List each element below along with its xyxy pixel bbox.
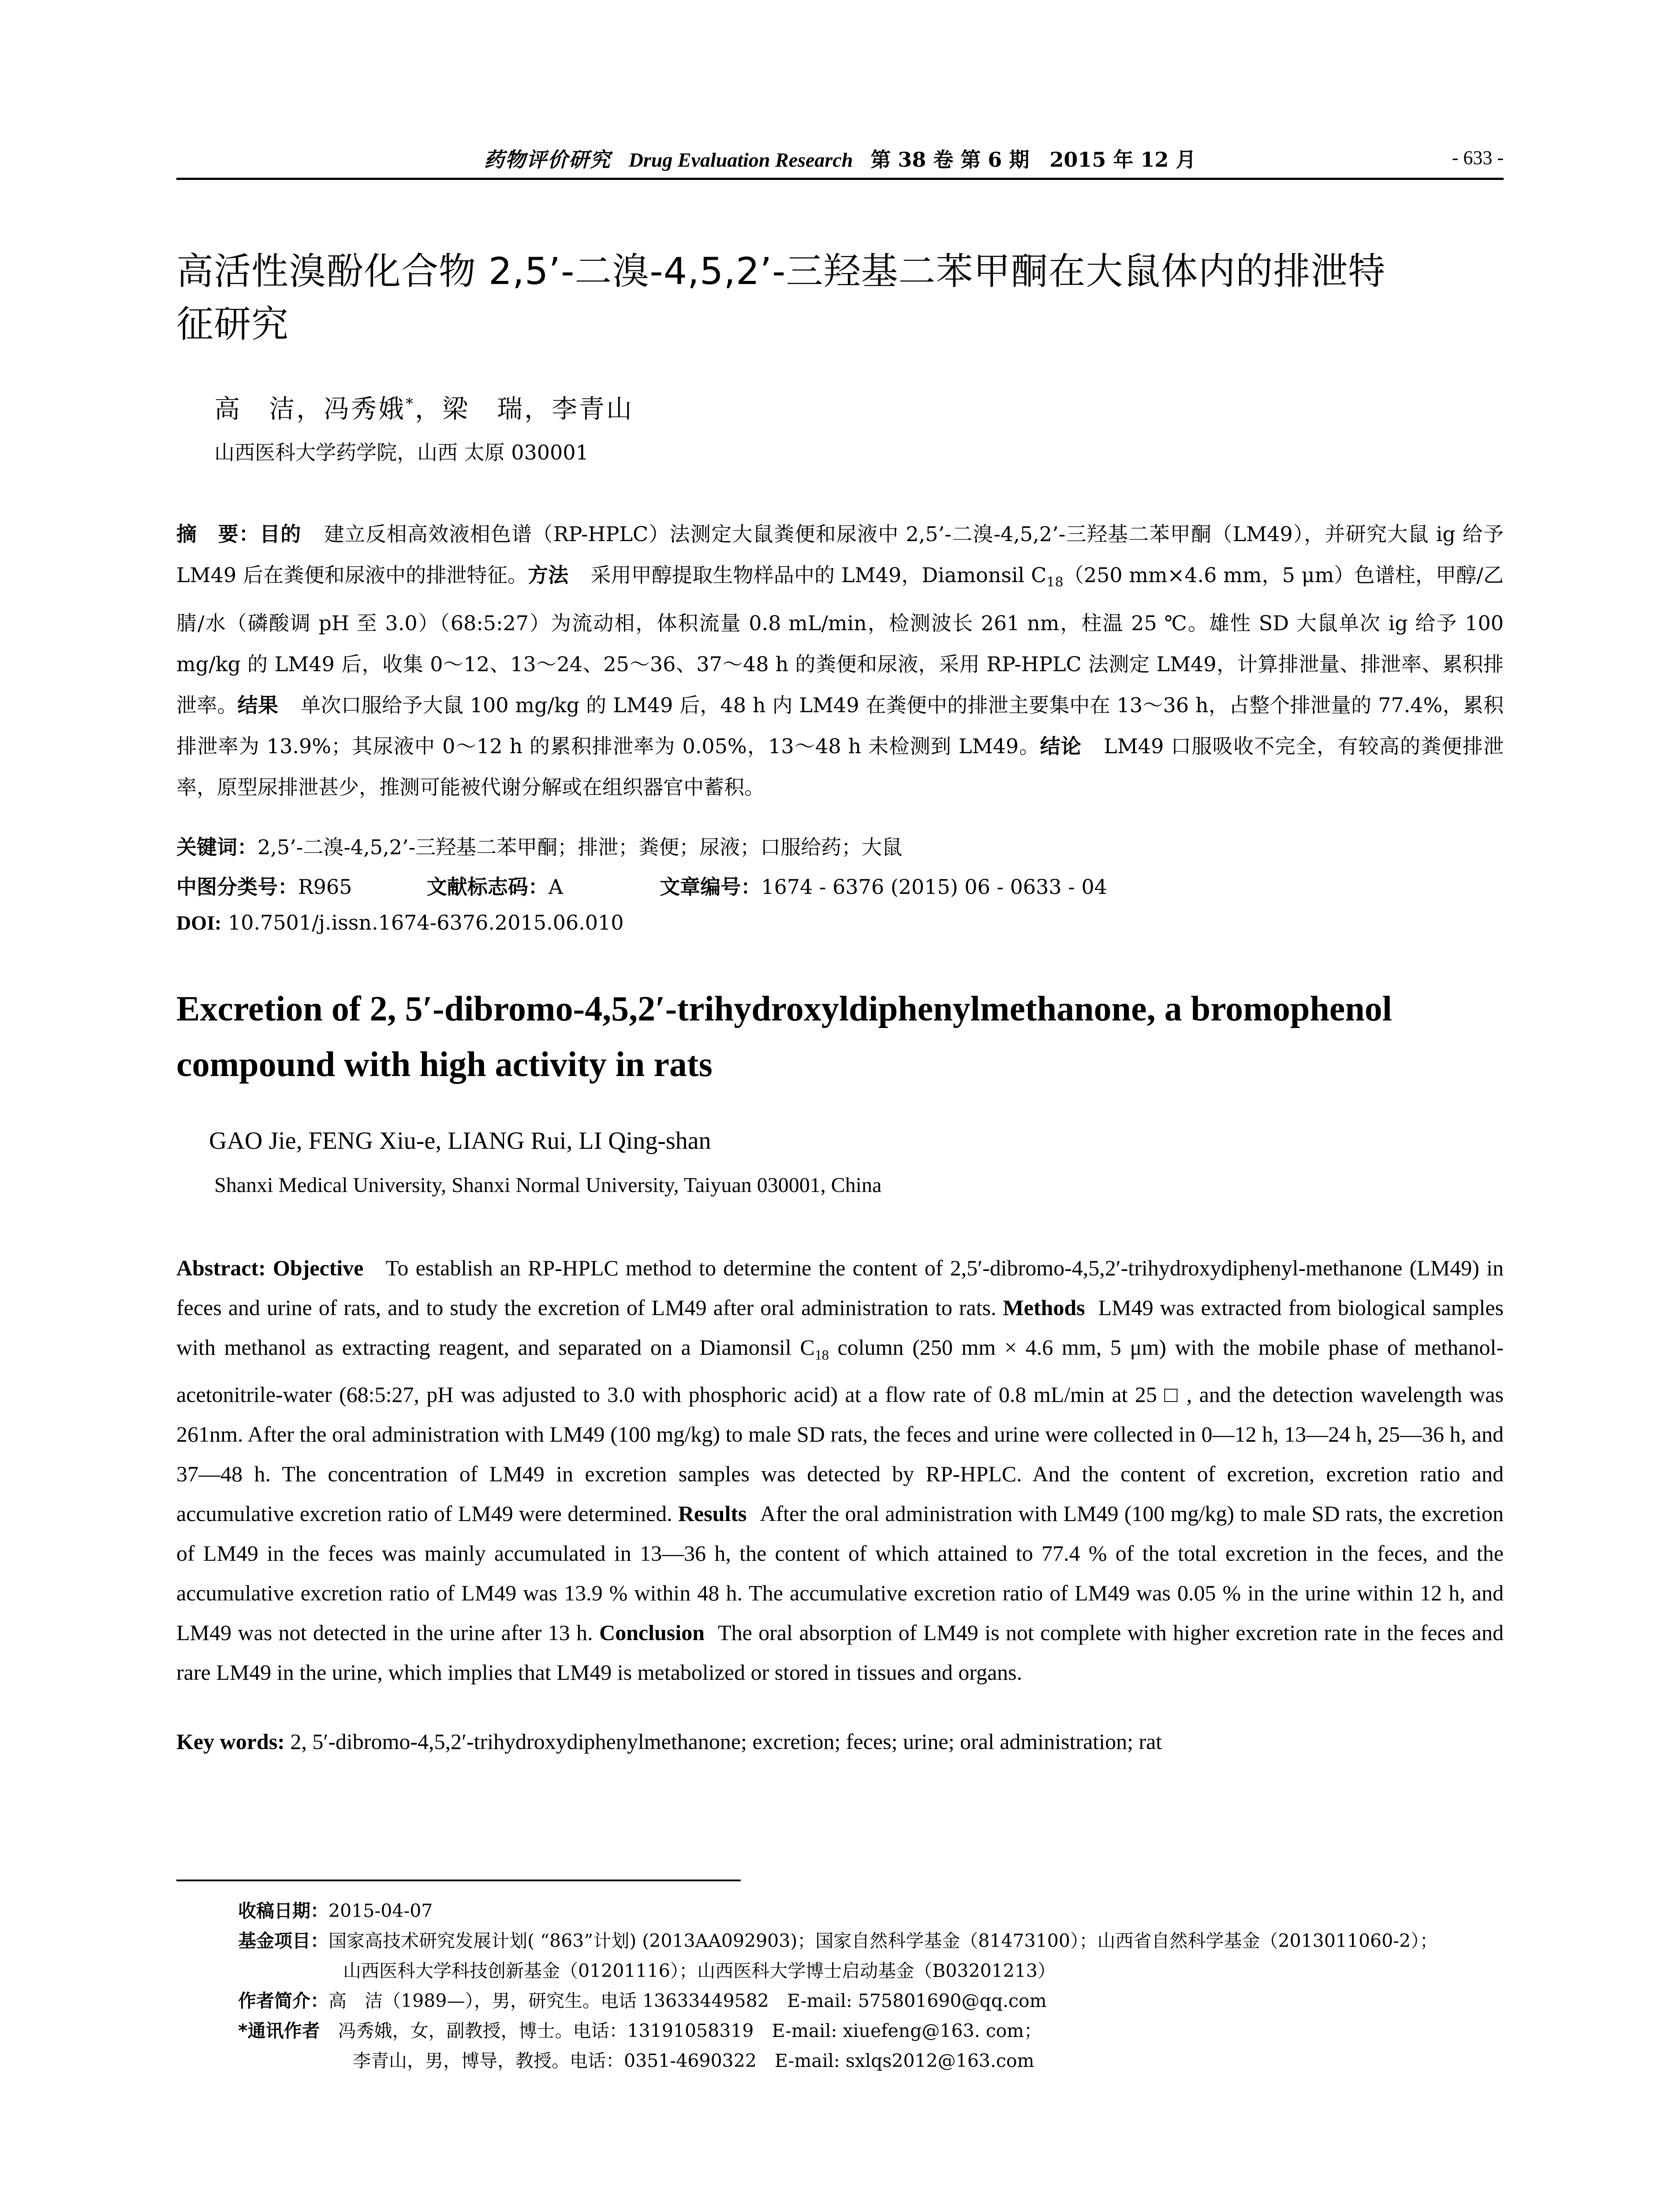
journal-name-en: Drug Evaluation Research [628,149,853,171]
fn-received-value: 2015-04-07 [329,1900,433,1921]
cn-objective-label: 目的 [260,522,302,546]
corresponding-mark: * [406,395,415,413]
doi [176,911,624,934]
cn-methods-label: 方法 [527,563,569,587]
header-rule [176,178,1504,180]
fn-author-label: 作者简介： [238,1990,329,2011]
fn-fund-line2: 山西医科大学科技创新基金（01201116）；山西医科大学博士启动基金（B03201213） [343,1960,1056,1981]
cn-affiliation: 山西医科大学药学院，山西 太原 030001 [214,441,589,464]
fn-corr-line1: 冯秀娥，女，副教授，博士。电话：13191058319 E-mail: xiuefeng@163. com； [338,2020,1042,2041]
article-no-label: 文章编号： [660,875,762,899]
cn-keywords-label: 关键词： [176,835,258,859]
cn-objective-text: 建立反相高效液相色谱（RP-HPLC）法测定大鼠粪便和尿液中 2,5’-二溴-4,5,2’-三羟基二苯甲酮（LM49），并研究大鼠 ig 给予 LM49 后在粪便和尿液中的排泄特征。 [176,522,1504,587]
cn-results-text: 单次口服给予大鼠 100 mg/kg 的 LM49 后，48 h 内 LM49 在粪便中的排泄主要集中在 13～36 h，占整个排泄量的 77.4%，累积排泄率为 13.9%；其尿液中 0～12 h 的累积排泄率为 0.05%，13～48 h 未检测到 LM49。 [176,693,1504,759]
fn-received-label: 收稿日期： [238,1900,329,1921]
cn-abstract-label: 摘 要： [176,522,260,546]
doc-code-label: 文献标志码： [426,875,549,899]
footnote-rule [176,1880,741,1881]
cn-methods-sub: 18 [1046,575,1064,590]
cn-classification [176,871,1107,900]
en-conclusion-text: The oral absorption of LM49 is not complete with higher excretion rate in the feces and rare LM49 in the urine, which implies that LM49 is metabolized or stored in tissues and organs. [176,1620,1504,1685]
fn-received [238,1896,433,1925]
en-objective-label: Objective [273,1256,364,1280]
en-abstract [176,1248,1504,1692]
en-authors: GAO Jie, FENG Xiu-e, LIANG Rui, LI Qing-shan [209,1127,711,1155]
en-methods-label: Methods [1003,1295,1085,1320]
fn-corr-line2: 李青山，男，博导，教授。电话：0351-4690322 E-mail: sxlqs2012@163.com [353,2050,1034,2071]
en-affiliation: Shanxi Medical University, Shanxi Normal University, Taiyuan 030001, China [214,1174,882,1197]
cn-title [176,245,1508,351]
cn-authors-a: 高 洁，冯秀娥 [214,394,406,424]
en-methods-sub: 18 [814,1347,829,1363]
cn-keywords [176,831,902,860]
en-results-text: After the oral administration with LM49 (100 mg/kg) to male SD rats, the excretion of LM49 in the feces was mainly accumulated in 13—36 h, the content of which attained to 77.4 % of the total excretion in the feces, and the accumulative excretion ratio of LM49 was 13.9 % within 48 h. The accumulative excretion ratio of LM49 was 0.05 % in the urine within 12 h, and LM49 was not detected in the urine after 13 h. [176,1501,1504,1645]
fn-author [238,1986,1047,2015]
fn-author-value: 高 洁（1989—），男，研究生。电话 13633449582 E-mail: 575801690@qq.com [329,1990,1047,2011]
fn-corresponding [238,2016,1042,2045]
cn-title-line2: 征研究 [176,303,289,346]
en-abstract-label: Abstract: [176,1256,266,1280]
en-title: Excretion of 2, 5′-dibromo-4,5,2′-trihydroxyldiphenylmethanone, a bromophenol compound with high activity in rats [176,990,1393,1084]
cn-authors [214,388,634,425]
issue-info: 第 38 卷 第 6 期 2015 年 12 月 [870,148,1196,172]
fn-corr-label: *通讯作者 [238,2020,320,2041]
en-conclusion-label: Conclusion [599,1620,705,1645]
en-keywords-text: 2, 5′-dibromo-4,5,2′-trihydroxydiphenylmethanone; excretion; feces; urine; oral administration; rat [290,1729,1162,1754]
running-header [176,140,1504,176]
cn-abstract [176,514,1504,808]
en-keywords [176,1729,1504,1754]
cn-results-label: 结果 [237,693,279,718]
doi-label: DOI: [176,912,222,934]
fn-fund [238,1926,1438,1955]
header-center [176,144,1504,173]
en-keywords-label: Key words: [176,1729,285,1754]
cn-authors-b: ，梁 瑞，李青山 [415,394,634,424]
en-results-label: Results [678,1501,747,1526]
doi-value: 10.7501/j.issn.1674-6376.2015.06.010 [228,911,624,934]
cn-keywords-text: 2,5’-二溴-4,5,2’-三羟基二苯甲酮；排泄；粪便；尿液；口服给药；大鼠 [258,835,903,859]
en-methods-text-a: LM49 was extracted from biological samples with methanol as extracting reagent, and separated on a Diamonsil C [176,1295,1504,1360]
clc-label: 中图分类号： [176,875,298,899]
clc-value: R965 [298,875,352,899]
en-objective-text: To establish an RP-HPLC method to determine the content of 2,5′-dibromo-4,5,2′-trihydroxydiphenyl-methanone (LM49) in feces and urine of rats, and to study the excretion of LM49 after oral administration to rats. [176,1256,1504,1320]
fn-fund-label: 基金项目： [238,1930,329,1951]
fn-fund-line1: 国家高技术研究发展计划( “863”计划) (2013AA092903)；国家自然科学基金（81473100）；山西省自然科学基金（2013011060-2）； [329,1930,1438,1951]
cn-conclusion-text: LM49 口服吸收不完全，有较高的粪便排泄率，原型尿排泄甚少，推测可能被代谢分解或在组织器官中蓄积。 [176,734,1504,800]
cn-conclusion-label: 结论 [1040,734,1082,759]
doc-code-value: A [548,875,563,899]
en-methods-text-b: column (250 mm × 4.6 mm, 5 μm) with the mobile phase of methanol-acetonitrile-water (68:5:27, pH was adjusted to 3.0 with phosphoric acid) at a flow rate of 0.8 mL/min at 25 □ , and the detection wavelength was 261nm. After the oral administration with LM49 (100 mg/kg) to male SD rats, the feces and urine were collected in 0—12 h, 13—24 h, 25—36 h, and 37—48 h. The concentration of LM49 in excretion samples was detected by RP-HPLC. And the content of excretion, excretion ratio and accumulative excretion ratio of LM49 were determined. [176,1335,1504,1526]
cn-methods-text-a: 采用甲醇提取生物样品中的 LM49，Diamonsil C [590,563,1047,587]
article-no-value: 1674 - 6376 (2015) 06 - 0633 - 04 [761,875,1108,899]
cn-methods-text-b: （250 mm×4.6 mm，5 μm）色谱柱，甲醇/乙腈/水（磷酸调 pH 至 3.0）（68:5:27）为流动相，体积流量 0.8 mL/min，检测波长 261 nm，柱温 25 ℃。雄性 SD 大鼠单次 ig 给予 100 mg/kg 的 LM49 后，收集 0～12、13～24、25～36、37～48 h 的粪便和尿液，采用 RP-HPLC 法测定 LM49，计算排泄量、排泄率、累积排泄率。 [176,563,1504,718]
page-number: - 633 - [1452,147,1504,168]
cn-title-line1: 高活性溴酚化合物 2,5’-二溴-4,5,2’-三羟基二苯甲酮在大鼠体内的排泄特 [176,250,1386,293]
journal-logo-cn: 药物评价研究 [484,148,611,172]
